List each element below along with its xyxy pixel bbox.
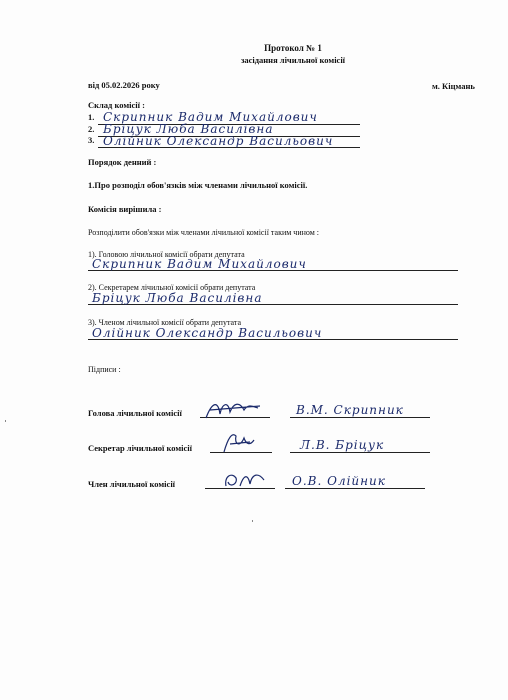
sign-name-line-1 [290, 417, 430, 418]
role-name-1: Скрипник Вадим Михайлович [92, 257, 307, 271]
member-name-2: Бріцук Люба Василівна [103, 122, 274, 136]
member-name-1: Скрипник Вадим Михайлович [103, 110, 318, 124]
member-number-1: 1. [88, 112, 95, 122]
distribute-text: Розподілити обов'язки між членами лічильної комісії таким чином : [88, 228, 320, 237]
member-number-3: 3. [88, 135, 95, 145]
member-number-2: 2. [88, 124, 95, 134]
role-label-3: 3). Членом лічильної комісії обрати депутата [88, 318, 242, 327]
sign-name-2: Л.В. Бріцук [300, 438, 385, 452]
sign-name-1: В.М. Скрипник [296, 403, 404, 417]
sign-name-line-3 [285, 488, 425, 489]
agenda-label: Порядок денний : [88, 157, 157, 167]
signature-mark-2 [210, 428, 270, 456]
decided-label: Комісія вирішила : [88, 204, 162, 214]
document-city: м. Кіцмань [432, 81, 475, 91]
role-name-2: Бріцук Люба Василівна [92, 291, 263, 305]
composition-label: Склад комісії : [88, 100, 145, 110]
role-label-2: 2). Секретарем лічильної комісії обрати депутата [88, 283, 256, 292]
signature-mark-1 [200, 396, 270, 422]
signature-mark-3 [218, 466, 276, 492]
agenda-item: 1.Про розподіл обов'язків між членами лічильної комісії. [88, 180, 308, 190]
signatures-label: Підписи : [88, 365, 121, 374]
document-date: від 05.02.2026 року [88, 80, 160, 90]
sign-role-1: Голова лічильної комісії [88, 408, 182, 418]
member-name-3: Олійник Олександр Васильович [103, 134, 334, 148]
role-name-3: Олійник Олександр Васильович [92, 326, 323, 340]
scan-speck [5, 420, 6, 422]
sign-name-3: О.В. Олійник [292, 474, 386, 488]
sign-role-2: Секретар лічильної комісії [88, 443, 193, 453]
document-subtitle: засідання лічильної комісії [240, 55, 346, 65]
sign-role-3: Член лічильної комісії [88, 479, 176, 489]
scan-speck [252, 520, 253, 522]
sign-name-line-2 [290, 452, 430, 453]
document-title: Протокол № 1 [264, 43, 322, 53]
role-label-1: 1). Головою лічильної комісії обрати депутата [88, 250, 245, 259]
